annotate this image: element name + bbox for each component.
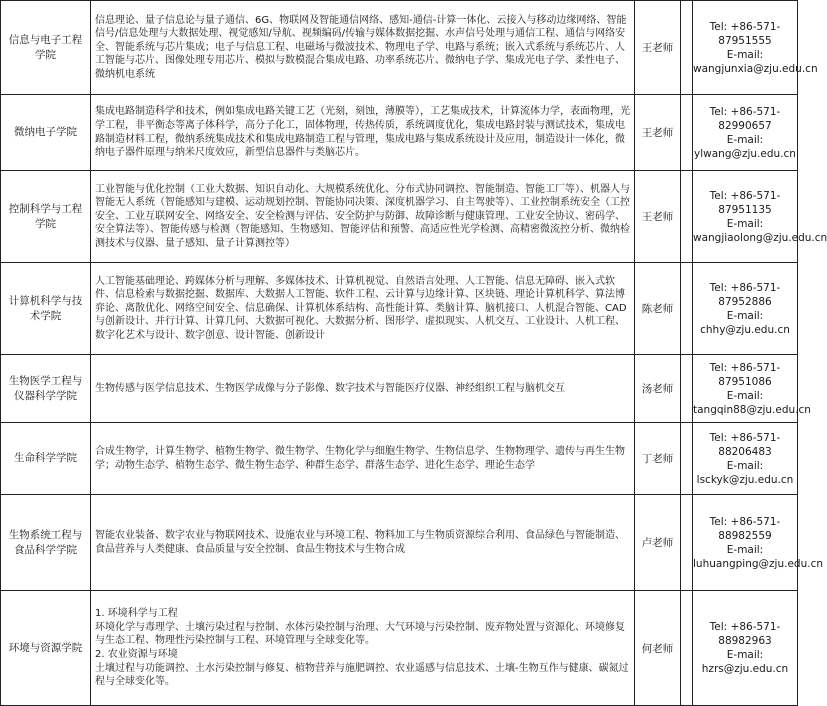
email-address: luhuangping@zju.edu.cn: [693, 557, 824, 570]
contact-info-cell: [693, 591, 798, 706]
email-address: wangjiaolong@zju.edu.cn: [693, 231, 827, 244]
research-direction-text: 信息理论、量子信息论与量子通信、6G、物联网及智能通信网络、感知-通信-计算一体化、云接入与移动边缘网络、智能信号/信息处理与大数据处理、视觉感知/导航、视频编码/传输与媒体数据挖掘、水声信号处理与通信工程、通信与网络安全、智能系统与芯片集成；电子与信息工程、电磁场与微波技术、物理电子学、电路与系统；嵌入式系统与系统芯片、人工智能与芯片、图像处理专用芯片、模拟与数模混合集成电路、功率系统芯片、微纳电子学、集成光电子学、柔性电子、微纳机电系统: [95, 14, 627, 80]
contact-info-cell: [693, 1, 818, 95]
contact-info-cell: [693, 495, 824, 591]
phone-number: Tel: +86-571-87951086: [709, 361, 781, 388]
phone-number: Tel: +86-571-87951135: [709, 189, 781, 216]
email-label: E-mail:: [726, 389, 764, 402]
table-row: [1, 591, 798, 706]
contact-teacher-cell: 卢老师: [635, 495, 681, 591]
phone-number: Tel: +86-571-82990657: [709, 105, 781, 132]
research-direction-text: 工业智能与优化控制（工业大数据、知识自动化、大规模系统优化、分布式协同调控、智能制造、智能工厂等）、机器人与智能无人系统（智能感知与建模、运动规划控制、智能协同决策、深度机器学习、自主驾驶等）、工业控制系统安全（工控安全、工业互联网安全、网络安全、安全检测与评估、安全防护与防御、故障诊断与健康管理、工业安全协议、密码学、安全算法等）、智能传感与检测（智能感知、生物感知、智能评估和预警、高适应性光学检测、高精密微流控分析、微纳检测技术与仪器、量子感知、量子计算测控等）: [95, 183, 630, 249]
school-name-cell: 生命科学学院: [1, 423, 91, 495]
table-row: [1, 263, 798, 355]
email-address: wangjunxia@zju.edu.cn: [693, 62, 818, 75]
research-direction-text: 土壤过程与功能调控、土水污染控制与修复、植物营养与施肥调控、农业遥感与信息技术、土壤-生物互作与健康、碳氮过程与全球变化等。: [95, 662, 629, 688]
research-directions-cell: [91, 95, 635, 171]
email-label: E-mail:: [726, 217, 764, 230]
spacer-cell: [681, 591, 693, 706]
research-direction-text: 2. 农业资源与环境: [95, 649, 178, 660]
research-directions-cell: [91, 495, 635, 591]
spacer-cell: [681, 171, 693, 263]
contact-info-cell: [693, 423, 798, 495]
email-address: E-mail: lsckyk@zju.edu.cn: [696, 459, 794, 486]
research-direction-text: 环境化学与毒理学、土壤污染过程与控制、水体污染控制与治理、大气环境与污染控制、废弃物处置与资源化、环境修复与生态工程、物理性污染控制与工程、环境管理与全球变化等。: [95, 621, 625, 647]
contact-teacher-cell: 王老师: [635, 95, 681, 171]
research-directions-cell: [91, 263, 635, 355]
phone-number: Tel: +86-571-87951555: [709, 20, 781, 47]
research-direction-text: 1. 环境科学与工程: [95, 608, 178, 620]
phone-number: Tel: +86-571-88982559: [709, 515, 781, 542]
research-directions-cell: [91, 591, 635, 706]
table-row: [1, 423, 798, 495]
research-direction-text: 合成生物学，计算生物学、植物生物学、微生物学、生物化学与细胞生物学、生物信息学、生物物理学、遗传与再生生物学；动物生态学、植物生态学、微生物生态学、种群生态学、群落生态学、进化生态学、理论生态学: [95, 445, 625, 471]
table-row: [1, 495, 798, 591]
email-label: E-mail:: [726, 133, 764, 146]
email-address: ylwang@zju.edu.cn: [694, 147, 796, 160]
email-label: E-mail:: [726, 48, 764, 61]
contact-teacher-cell: 何老师: [635, 591, 681, 706]
email-label: E-mail:: [726, 543, 764, 556]
contact-info-cell: [693, 95, 798, 171]
spacer-cell: [681, 423, 693, 495]
phone-number: Tel: +86-571-88982963: [709, 621, 781, 647]
school-name-cell: 计算机科学与技术学院: [1, 263, 91, 355]
contact-info-cell: [693, 263, 798, 355]
research-direction-text: 生物传感与医学信息技术、生物医学成像与分子影像、数字技术与智能医疗仪器、神经组织工程与脑机交互: [95, 382, 565, 394]
spacer-cell: [681, 495, 693, 591]
school-name-cell: 生物系统工程与食品科学学院: [1, 495, 91, 591]
contact-teacher-cell: 王老师: [635, 171, 681, 263]
phone-number: Tel: +86-571-87952886: [709, 281, 781, 308]
table-body: [1, 1, 827, 706]
school-name-cell: 微纳电子学院: [1, 95, 91, 171]
research-direction-text: 智能农业装备、数字农业与物联网技术、设施农业与环境工程、物料加工与生物质资源综合利用、食品绿色与智能制造、食品营养与人类健康、食品质量与安全控制、食品生物技术与生物合成: [95, 529, 625, 555]
spacer-cell: [681, 1, 693, 95]
email-address: E-mail: hzrs@zju.edu.cn: [701, 649, 789, 675]
school-name-cell: 生物医学工程与仪器科学学院: [1, 355, 91, 423]
table-row: [1, 355, 798, 423]
table-row: [1, 171, 798, 263]
spacer-cell: [681, 355, 693, 423]
email-address: E-mail: chhy@zju.edu.cn: [700, 309, 790, 336]
research-directions-cell: [91, 423, 635, 495]
table-row: [1, 1, 798, 95]
contact-info-cell: [693, 171, 827, 263]
school-name-cell: 控制科学与工程学院: [1, 171, 91, 263]
contact-teacher-cell: 丁老师: [635, 423, 681, 495]
contact-teacher-cell: 汤老师: [635, 355, 681, 423]
spacer-cell: [681, 95, 693, 171]
research-direction-text: 集成电路制造科学和技术，例如集成电路关键工艺（光刻，刻蚀，薄膜等），工艺集成技术，计算流体力学，表面物理，光学工程，非平衡态等离子体科学，高分子化工，固体物理，传热传质，系统调度优化，集成电路封装与测试技术，集成电路制造材料工程，微纳系统集成技术和集成电路制造工程与管理，集成电路与集成系统设计及应用，制造设计一体化，微纳电子器件原理与纳米尺度效应，新型信息器件与类脑芯片。: [95, 106, 630, 159]
research-direction-text: 人工智能基础理论、跨媒体分析与理解、多媒体技术、计算机视觉、自然语言处理、人工智能、信息无障碍、嵌入式软件、信息检索与数据挖掘、数据库、大数据人工智能、软件工程、云计算与边缘计算、区块链、理论计算机科学、算法博弈论、离散优化、网络空间安全、信息确保、计算机体系结构、高性能计算、类脑计算、脑机接口、人机混合智能、CAD与创新设计、并行计算、计算几何、大数据可视化、大数据分析、图形学、虚拟现实、人机交互、工业设计、人机工程、数字化艺术与设计、数字创意、设计智能、创新设计: [95, 275, 627, 341]
email-address: tangqin88@zju.edu.cn: [693, 403, 811, 416]
school-name-cell: 信息与电子工程学院: [1, 1, 91, 95]
contact-info-cell: [693, 355, 811, 423]
contact-teacher-cell: 王老师: [635, 1, 681, 95]
spacer-cell: [681, 263, 693, 355]
research-directions-cell: [91, 171, 635, 263]
table-row: [1, 95, 798, 171]
phone-number: Tel: +86-571-88206483: [709, 431, 781, 458]
contact-teacher-cell: 陈老师: [635, 263, 681, 355]
research-directions-cell: [91, 355, 635, 423]
research-directions-cell: [91, 1, 635, 95]
school-name-cell: 环境与资源学院: [1, 591, 91, 706]
